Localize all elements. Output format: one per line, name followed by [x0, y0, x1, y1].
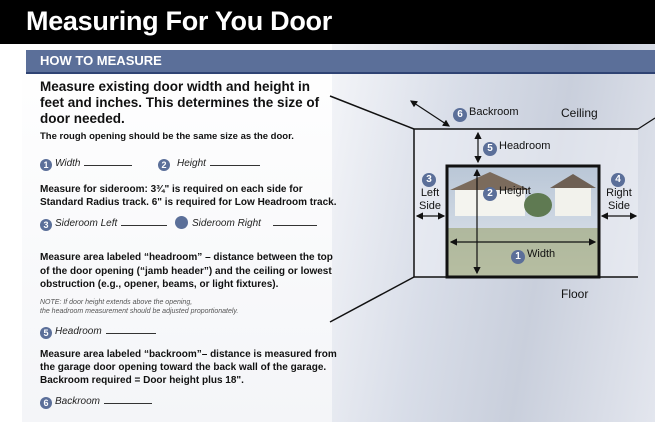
intro-heading: Measure existing door width and height in feet and inches. This determines the size of door needed.	[40, 79, 320, 126]
width-callout-label: Width	[527, 248, 556, 260]
number-badge: 5	[40, 327, 52, 339]
sideroom-right-label: Sideroom Right	[192, 218, 261, 229]
number-badge: 2	[158, 159, 170, 171]
backroom-arrow	[411, 101, 449, 126]
section-title: HOW TO MEASURE	[40, 53, 162, 68]
right-side-callout	[603, 171, 635, 213]
sideroom-text: Measure for sideroom: 3¾" is required on each side for Standard Radius track. 6" is required for Low Headroom track.	[40, 184, 337, 208]
ceiling-edge-right	[638, 118, 655, 129]
intro-subtext: The rough opening should be the same size as the door.	[40, 131, 294, 142]
height-callout	[483, 185, 531, 201]
headroom-note-1: NOTE: If door height extends above the opening,	[40, 299, 193, 306]
backroom-label: Backroom	[55, 396, 101, 407]
headroom-callout-label: Headroom	[499, 140, 551, 152]
right-side-line1: Right	[606, 187, 632, 199]
backroom-callout-label: Backroom	[469, 106, 519, 118]
house-2	[555, 186, 591, 216]
number-badge: 5	[483, 142, 497, 156]
backroom-text: Measure area labeled “backroom”– distance is measured from the garage door opening toward the back wall of the garage. Backroom required = Door height plus 18".	[40, 349, 337, 386]
right-side-line2: Side	[607, 200, 631, 212]
number-badge: 4	[611, 173, 625, 187]
ceiling-label: Ceiling	[561, 106, 598, 120]
headroom-callout	[483, 140, 550, 156]
height-callout-label: Height	[499, 185, 531, 197]
number-badge: 1	[40, 159, 52, 171]
left-side-callout	[418, 171, 442, 213]
width-callout	[511, 248, 555, 264]
height-label: Height	[177, 158, 206, 169]
number-badge: 3	[422, 173, 436, 187]
number-badge: 6	[40, 397, 52, 409]
headroom-label: Headroom	[55, 326, 102, 337]
left-side-line2: Side	[418, 200, 442, 212]
number-badge: 3	[40, 219, 52, 231]
ceiling-edge-left	[330, 96, 414, 129]
number-badge: 2	[483, 187, 497, 201]
floor-edge-left	[330, 277, 414, 322]
headroom-text: Measure area labeled “headroom” – distance between the top of the door opening (“jamb header”) and the ceiling or lowest obstruction (e.g., opener, beams, or light fixtures).	[40, 252, 333, 290]
number-badge: 6	[453, 108, 467, 122]
backroom-callout	[453, 106, 519, 122]
left-side-line1: Left	[420, 187, 440, 199]
floor-label: Floor	[561, 287, 589, 301]
number-badge: 1	[511, 250, 525, 264]
page-title: Measuring For You Door	[26, 6, 332, 36]
width-label: Width	[55, 158, 81, 169]
sideroom-left-label: Sideroom Left	[55, 218, 118, 229]
headroom-note-2: the headroom measurement should be adjusted proportionately.	[40, 308, 239, 315]
